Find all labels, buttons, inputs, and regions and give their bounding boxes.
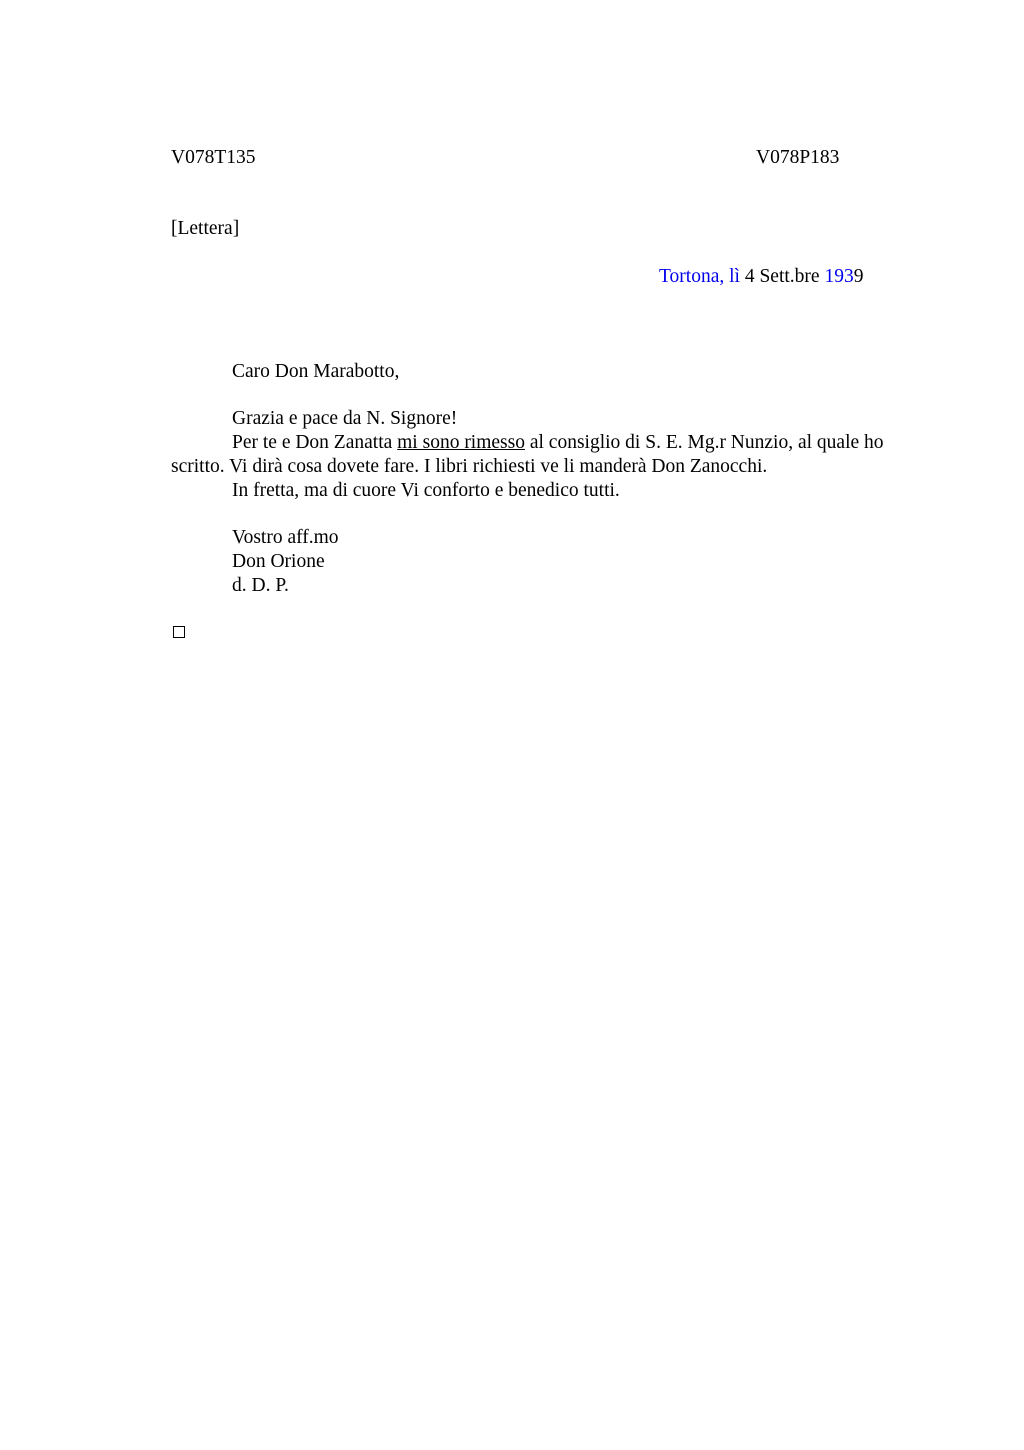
document-type-label: [Lettera] bbox=[171, 218, 240, 239]
spacer bbox=[171, 384, 931, 407]
dateline bbox=[659, 265, 863, 289]
empty-square-icon bbox=[173, 626, 185, 638]
spacer bbox=[171, 503, 931, 526]
letter-signature: Don Orione bbox=[232, 551, 325, 572]
letter-signature-initials: d. D. P. bbox=[232, 575, 289, 596]
dateline-year-prefix: 193 bbox=[824, 266, 854, 287]
dateline-year-suffix: 9 bbox=[853, 266, 864, 287]
letter-body bbox=[171, 360, 931, 598]
letter-paragraph-1 bbox=[171, 431, 931, 479]
document-code-left: V078T135 bbox=[171, 147, 256, 168]
document-code-right: V078P183 bbox=[756, 147, 840, 168]
letter-greeting: Grazia e pace da N. Signore! bbox=[232, 408, 458, 429]
letter-closing: Vostro aff.mo bbox=[232, 527, 339, 548]
underlined-phrase: mi sono rimesso bbox=[397, 432, 525, 453]
dateline-day: 4 Sett.bre bbox=[739, 266, 825, 287]
paragraph-1-start: Per te e Don Zanatta bbox=[232, 432, 398, 453]
letter-salutation: Caro Don Marabotto, bbox=[232, 361, 400, 382]
dateline-place: Tortona, lì bbox=[659, 266, 740, 287]
letter-paragraph-2: In fretta, ma di cuore Vi conforto e benedico tutti. bbox=[232, 480, 620, 501]
paragraph-1-end: al consiglio di S. E. Mg.r Nunzio, al quale ho scritto. Vi dirà cosa dovete fare. I libri richiesti ve li manderà Don Zanocchi. bbox=[171, 432, 884, 477]
